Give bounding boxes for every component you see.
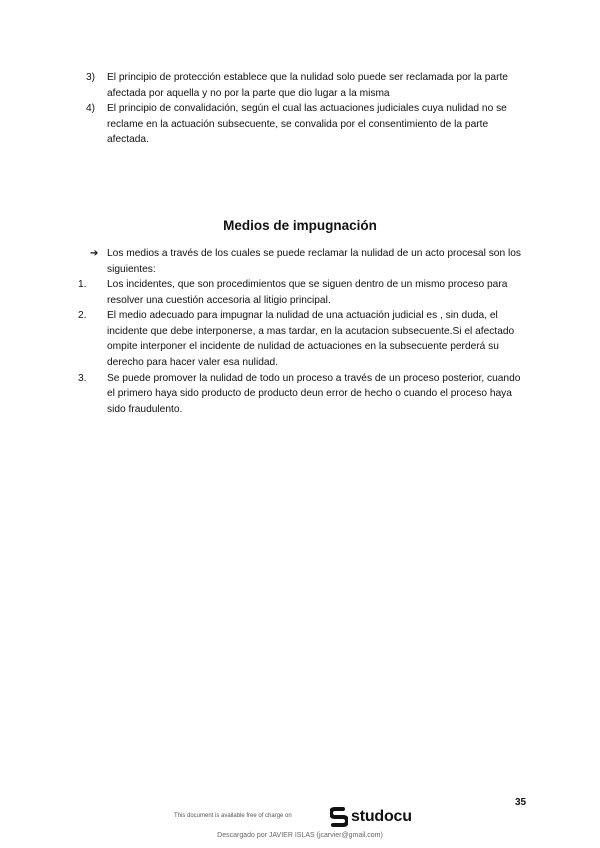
page-number: 35: [515, 797, 527, 808]
section-title: Medios de impugnación: [223, 218, 377, 233]
list-item-number: 3): [86, 72, 96, 83]
download-note: Descargado por JAVIER ISLAS (jcarvier@gmail.com): [217, 832, 383, 839]
arrow-right-icon: ➔: [90, 248, 99, 259]
list-item: [86, 101, 530, 148]
list-item-number: 4): [86, 103, 96, 115]
list-item-text: El principio de convalidación, según el cual las actuaciones judiciales cuya nulidad no se reclame en la actuación subsecuente, se convalida por el consentimiento de la parte afectada.: [107, 103, 507, 146]
arrow-bullet-text: Los medios a través de los cuales se puede reclamar la nulidad de un acto procesal son los siguientes:: [107, 248, 521, 275]
studocu-logo-text: studocu: [351, 808, 412, 825]
list-item: [78, 277, 530, 308]
principles-list: [86, 70, 530, 148]
availability-note: This document is available free of charge on: [174, 813, 292, 819]
studocu-logo[interactable]: [330, 806, 412, 828]
list-item-number: 1.: [78, 279, 87, 290]
studocu-logo-icon: [330, 806, 348, 828]
list-item-text: El principio de protección establece que la nulidad solo puede ser reclamada por la parte afectada por aquella y no por la parte que dio lugar a la misma: [107, 72, 508, 99]
list-item: [78, 308, 530, 370]
list-item-number: 2.: [78, 310, 87, 322]
list-item: [86, 70, 530, 101]
list-item-text: Se puede promover la nulidad de todo un proceso a través de un proceso posterior, cuando el primero haya sido producto de producto deun error de hecho o cuando el proceso haya sido fraudulento.: [107, 372, 521, 415]
list-item-text: El medio adecuado para impugnar la nulidad de una actuación judicial es , sin duda, el incidente que debe interponerse, a mas tardar, en la acutacion subsecuente.Si el afectado ompite interponer el incidente de nulidad de actuaciones en la subsecuente perderá su derecho para hacer valer esa nulidad.: [107, 310, 515, 368]
list-item-number: 3.: [78, 372, 87, 384]
impugnation-means-list: [78, 277, 530, 417]
list-item: [78, 371, 530, 418]
arrow-bullet-item: [90, 246, 530, 277]
list-item-text: Los incidentes, que son procedimientos que se siguen dentro de un mismo proceso para resolver una cuestión accesoria al litigio principal.: [107, 279, 508, 306]
